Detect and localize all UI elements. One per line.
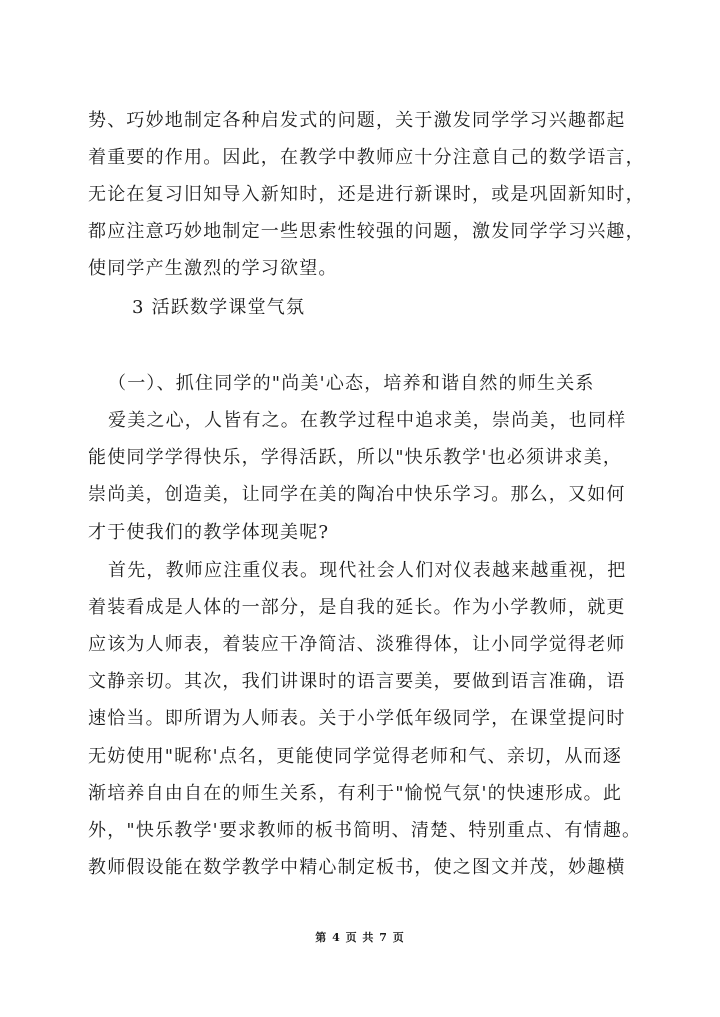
section-heading: 3 活跃数学课堂气氛	[132, 297, 306, 318]
text-line: 才于使我们的教学体现美呢?	[88, 522, 330, 543]
text-line: 崇尚美，创造美，让同学在美的陶冶中快乐学习。那么，又如何	[88, 484, 626, 505]
text-line: 速恰当。即所谓为人师表。关于小学低年级同学，在课堂提问时	[88, 708, 626, 729]
text-line: 无妨使用"昵称'点名，更能使同学觉得老师和气、亲切，从而逐	[88, 746, 623, 767]
text-line: 文静亲切。其次，我们讲课时的语言要美，要做到语言准确，语	[88, 671, 626, 692]
text-line: 使同学产生激烈的学习欲望。	[88, 258, 338, 279]
paragraph-first-line: 爱美之心，人皆有之。在教学过程中追求美，崇尚美，也同样	[108, 410, 627, 431]
text-line: 应该为人师表，着装应干净简洁、淡雅得体，让小同学觉得老师	[88, 634, 626, 655]
text-line: 着重要的作用。因此，在教学中教师应十分注意自己的数学语言，	[88, 147, 645, 168]
text-line: 势、巧妙地制定各种启发式的问题，关于激发同学学习兴趣都起	[88, 110, 626, 131]
text-line: 渐培养自由自在的师生关系，有利于"愉悦气氛'的快速形成。此	[88, 783, 623, 804]
page-footer: 第 4 页 共 7 页	[315, 931, 405, 944]
subsection-heading: （一）、抓住同学的"尚美'心态，培养和谐自然的师生关系	[108, 373, 595, 394]
text-line: 都应注意巧妙地制定一些思索性较强的问题，激发同学学习兴趣，	[88, 221, 645, 242]
text-line: 教师假设能在数学教学中精心制定板书，使之图文并茂，妙趣横	[88, 857, 626, 878]
text-line: 无论在复习旧知导入新知时，还是进行新课时，或是巩固新知时，	[88, 184, 645, 205]
text-line: 外，"快乐教学'要求教师的板书简明、清楚、特别重点、有情趣。	[88, 820, 642, 841]
text-line: 能使同学学得快乐，学得活跃，所以"快乐教学'也必须讲求美，	[88, 447, 623, 468]
paragraph-first-line: 首先，教师应注重仪表。现代社会人们对仪表越来越重视，把	[108, 560, 627, 581]
text-line: 着装看成是人体的一部分，是自我的延长。作为小学教师，就更	[88, 597, 626, 618]
